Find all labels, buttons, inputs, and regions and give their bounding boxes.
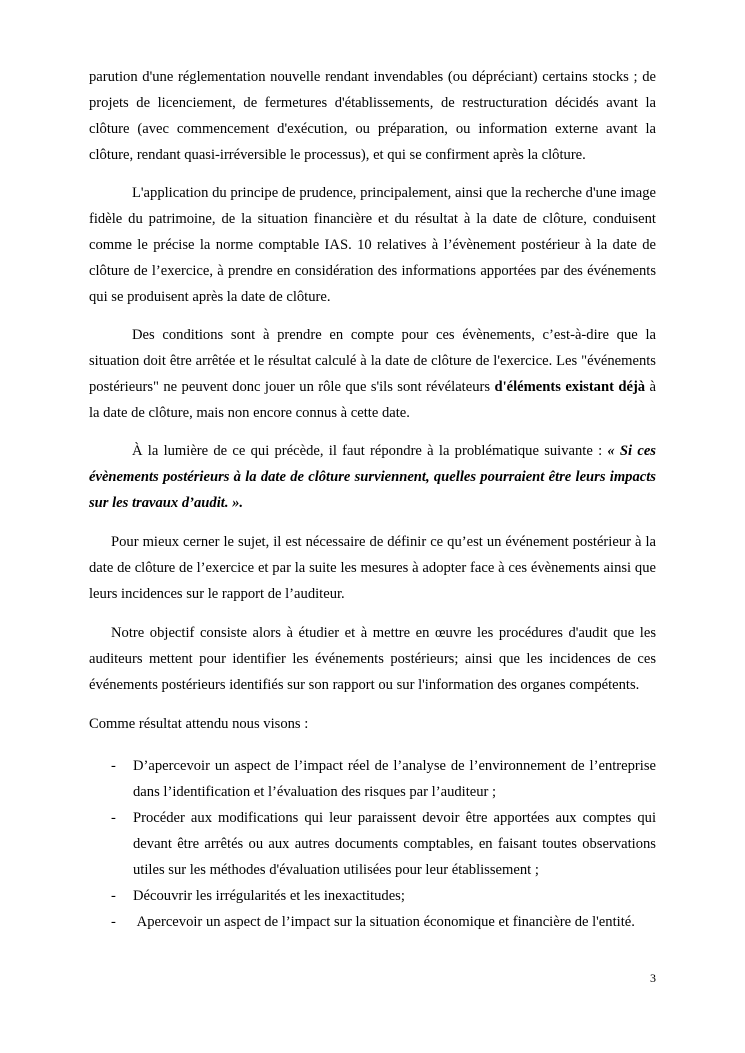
bullet-marker: - <box>111 888 116 904</box>
paragraph-1: parution d'une réglementation nouvelle rendant invendables (ou dépréciant) certains stocks ; de projets de licenciement, de fermetures d'établissements, de restructuration décidés avant la clôture (avec commencement d'exécution, ou préparation, ou information externe avant la clôture, rendant quasi-irréversible le processus), et qui se confirment après la clôture. <box>89 69 656 163</box>
list-item-text: Découvrir les irrégularités et les inexactitudes; <box>133 888 405 904</box>
paragraph-7: Comme résultat attendu nous visons : <box>89 716 309 732</box>
paragraph-3 <box>89 322 656 426</box>
paragraph-4 <box>89 438 656 516</box>
paragraph-4-text: À la lumière de ce qui précède, il faut répondre à la problématique suivante : <box>132 443 608 459</box>
list-item <box>89 909 656 935</box>
problematique-question: « Si ces évènements postérieurs à la date de clôture surviennent, quelles pourraient être leurs impacts sur les travaux d’audit. ». <box>89 443 656 511</box>
list-item <box>89 753 656 805</box>
list-item-text: Procéder aux modifications qui leur paraissent devoir être apportées aux comptes qui devant être arrêtés ou aux autres documents comptables, en faisant toutes observations utiles sur les méthodes d'évaluation utilisées pour leur établissement ; <box>133 810 656 878</box>
expected-results-list <box>89 753 656 935</box>
page-number: 3 <box>650 971 656 985</box>
list-item-text: Apercevoir un aspect de l’impact sur la situation économique et financière de l'entité. <box>133 914 635 930</box>
list-item <box>89 883 656 909</box>
paragraph-3-bold: d'éléments existant déjà <box>494 379 646 395</box>
paragraph-5: Pour mieux cerner le sujet, il est nécessaire de définir ce qu’est un événement postérieur à la date de clôture de l’exercice et par la suite les mesures à adopter face à ces évènements ainsi que leurs incidences sur le rapport de l’auditeur. <box>89 534 656 602</box>
bullet-marker: - <box>111 914 116 930</box>
bullet-marker: - <box>111 758 116 774</box>
paragraph-3-text: Des conditions sont à prendre en compte pour ces évènements, c’est-à-dire que la situation doit être arrêtée et le résultat calculé à la date de clôture de l'exercice. Les "événements postérieurs" ne peuvent donc jouer un rôle que s'ils sont révélateurs <box>89 327 656 395</box>
paragraph-6: Notre objectif consiste alors à étudier et à mettre en œuvre les procédures d'audit que les auditeurs mettent pour identifier les événements postérieurs; ainsi que les incidences de ces événements postérieurs identifiés sur son rapport ou sur l'information des organes compétents. <box>89 625 656 693</box>
list-item <box>89 805 656 883</box>
list-item-text: D’apercevoir un aspect de l’impact réel de l’analyse de l’environnement de l’entreprise dans l’identification et l’évaluation des risques par l’auditeur ; <box>133 758 656 800</box>
paragraph-3-end: à la date de clôture, mais non encore connus à cette date. <box>89 379 656 421</box>
paragraph-2: L'application du principe de prudence, principalement, ainsi que la recherche d'une image fidèle du patrimoine, de la situation financière et du résultat à la date de clôture, conduisent comme le précise la norme comptable IAS. 10 relatives à l’évènement postérieur à la date de clôture de l’exercice, à prendre en considération des informations apportées par des événements qui se produisent après la date de clôture. <box>89 185 656 305</box>
bullet-marker: - <box>111 810 116 826</box>
